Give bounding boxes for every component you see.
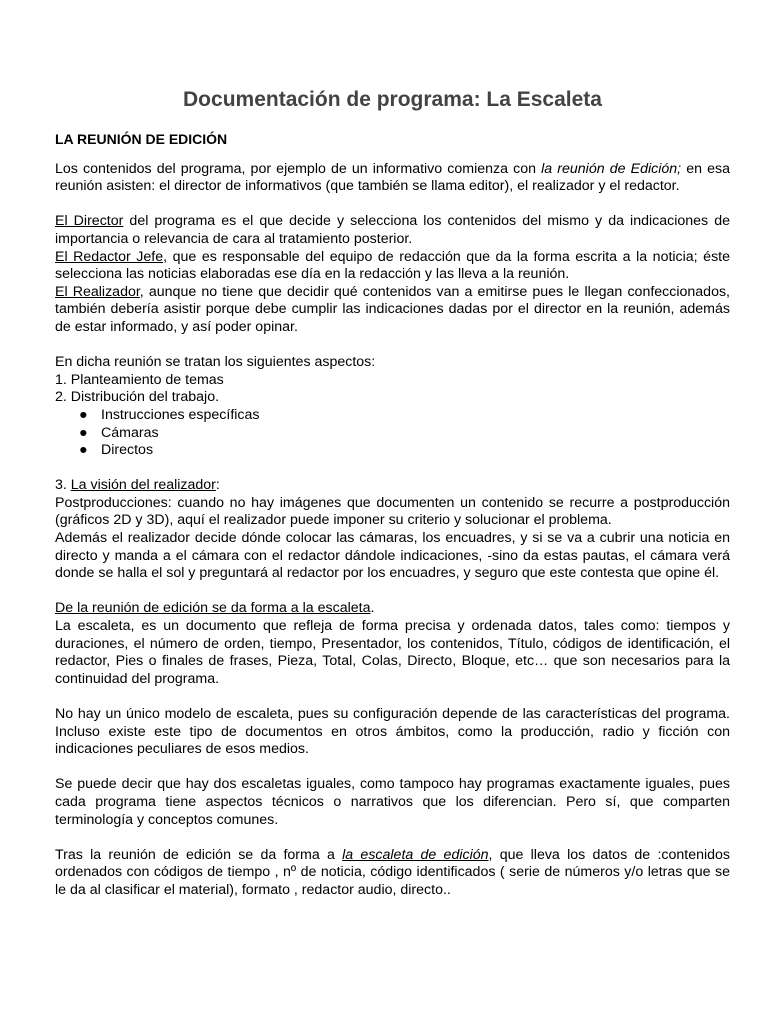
item3-number: 3.	[55, 477, 71, 494]
tras-after: , que lleva los datos de :contenidos ordenados con códigos de tiempo , nº de noticia, código identificados ( serie de números y/o letras que se le da al clasificar el material), formato , redactor audio, directo..	[55, 846, 731, 898]
tras-underlined-italic: la escaleta de edición	[342, 846, 489, 863]
escaleta-definition: La escaleta, es un documento que refleja de forma precisa y ordenada datos, tales como: tiempos y duraciones, el número de orden, tiempo, Presentador, los contenidos, Título, códigos de identificación, el redactor, Pies o finales de frases, Pieza, Total, Colas, Directo, Bloque, etc… que son necesarios para la continuidad del programa.	[55, 618, 730, 687]
bullet-icon: ●	[79, 406, 88, 423]
bullet-text: Directos	[101, 442, 154, 459]
bullet-text: Instrucciones específicas	[101, 406, 260, 423]
role-text: del programa es el que decide y selecciona los contenidos del mismo y da indicaciones de importancia o relevancia de cara al tratamiento posterior.	[55, 213, 730, 247]
postproducciones-paragraph: Postproducciones: cuando no hay imágenes que documenten un contenido se recurre a postproducción (gráficos 2D y 3D), aquí el realizador puede imponer su criterio y solucionar el problema.	[55, 494, 730, 529]
escaleta-heading-period: .	[370, 600, 375, 617]
list-item-2: 2. Distribución del trabajo.	[55, 389, 220, 406]
role-director	[55, 213, 730, 248]
dos-escaletas-paragraph: Se puede decir que hay dos escaletas iguales, como tampoco hay programas exactamente iguales, pues cada programa tiene aspectos técnicos o narrativos que los diferencian. Pero sí, que comparten terminología y conceptos comunes.	[55, 776, 730, 828]
section-heading: LA REUNIÓN DE EDICIÓN	[55, 131, 228, 147]
intro-paragraph	[55, 161, 730, 196]
intro-text-after: en esa reunión asisten: el director de informativos (que también se llama editor), el realizador y el redactor.	[55, 160, 730, 195]
intro-text-italic: la reunión de Edición;	[541, 160, 682, 177]
list-item-1: 1. Planteamiento de temas	[55, 371, 224, 388]
ademas-paragraph: Además el realizador decide dónde colocar las cámaras, los encuadres, y si se va a cubrir una noticia en directo y manda a el cámara con el redactor dándole indicaciones, -sino da estas pautas, el cámara verá donde se halla el sol y preguntará al redactor por los encuadres, y seguro que este contesta que opine él.	[55, 530, 730, 582]
role-redactor-jefe	[55, 249, 730, 284]
document-page	[55, 86, 730, 900]
bullet-icon: ●	[79, 424, 88, 441]
bullet-item	[55, 407, 730, 425]
role-realizador	[55, 284, 730, 337]
role-term: El Realizador	[55, 283, 140, 300]
bullet-icon: ●	[79, 442, 88, 459]
bullet-item	[55, 425, 730, 443]
escaleta-heading	[55, 600, 730, 618]
bullet-text: Cámaras	[101, 424, 159, 441]
escaleta-heading-text: De la reunión de edición se da forma a la escaleta	[55, 600, 371, 617]
role-term: El Redactor Jefe,	[55, 248, 168, 265]
document-title: Documentación de programa: La Escaleta	[183, 88, 602, 111]
intro-text-before: Los contenidos del programa, por ejemplo de un informativo comienza con	[55, 160, 542, 177]
item3-colon: :	[215, 477, 220, 494]
tras-before: Tras la reunión de edición se da forma a	[55, 846, 343, 863]
role-term: El Director	[55, 213, 124, 230]
no-unico-paragraph: No hay un único modelo de escaleta, pues su configuración depende de las características del programa. Incluso existe este tipo de documentos en otros ámbitos, como la producción, radio y ficción con indicaciones peculiares de esos medios.	[55, 706, 730, 758]
aspects-intro: En dicha reunión se tratan los siguientes aspectos:	[55, 354, 376, 371]
item3-title: La visión del realizador	[70, 477, 216, 494]
role-text: , aunque no tiene que decidir qué contenidos van a emitirse pues le llegan confeccionados, también debería asistir porque debe cumplir las indicaciones dadas por el director en la reunión, además de estar informado, y así poder opinar.	[55, 283, 730, 335]
tras-paragraph	[55, 847, 730, 900]
bullet-item	[55, 442, 730, 460]
list-item-3	[55, 477, 730, 495]
role-text: que es responsable del equipo de redacción que da la forma escrita a la noticia; éste selecciona las noticias elaboradas ese día en la redacción y las lleva a la reunión.	[55, 248, 730, 283]
bullet-list	[55, 407, 730, 460]
